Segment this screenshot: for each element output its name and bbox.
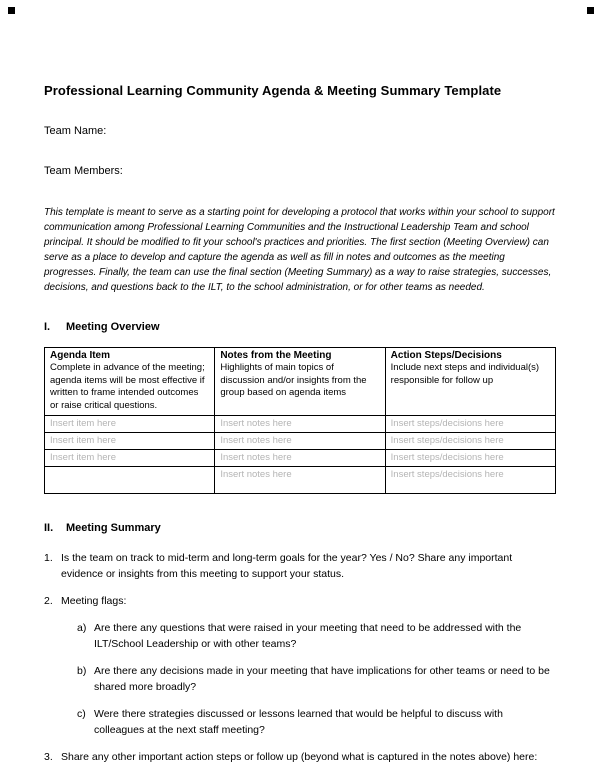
intro-paragraph: This template is meant to serve as a starting point for developing a protocol that works within your school to support communication among Professional Learning Communities and the Instructional Leadership Team and school principal. It should be modified to fit your school's practices and priorities. The first section (Meeting Overview) can serve as a place to develop and capture the agenda as well as fill in notes and outcomes as the meeting progresses. Finally, the team can use the final section (Meeting Summary) as a way to raise strategies, successes, decisions, and questions back to the ILT, to the school administration, or for other teams as needed. bbox=[44, 207, 555, 293]
table-row bbox=[45, 433, 556, 450]
section1-heading bbox=[44, 321, 556, 333]
action-steps-cell[interactable]: Insert steps/decisions here bbox=[385, 467, 555, 494]
list-item-marker: b) bbox=[77, 665, 87, 677]
agenda-item-cell[interactable]: Insert item here bbox=[45, 450, 215, 467]
list-item bbox=[44, 749, 556, 765]
crop-mark-top-left bbox=[8, 7, 15, 14]
notes-cell[interactable]: Insert notes here bbox=[215, 433, 385, 450]
header-agenda-item bbox=[45, 348, 215, 416]
list-item bbox=[44, 550, 556, 582]
notes-cell[interactable]: Insert notes here bbox=[215, 467, 385, 494]
notes-cell[interactable]: Insert notes here bbox=[215, 450, 385, 467]
agenda-item-cell[interactable] bbox=[45, 467, 215, 494]
header-action-steps bbox=[385, 348, 555, 416]
list-item-text: Is the team on track to mid-term and long-term goals for the year? Yes / No? Share any important evidence or insights from this meeting to support your status. bbox=[61, 552, 513, 580]
document-title: Professional Learning Community Agenda & Meeting Summary Template bbox=[44, 83, 502, 98]
notes-cell[interactable]: Insert notes here bbox=[215, 416, 385, 433]
list-item bbox=[44, 593, 556, 609]
action-steps-cell[interactable]: Insert steps/decisions here bbox=[385, 416, 555, 433]
list-item-marker: c) bbox=[77, 708, 86, 720]
section1-numeral: I. bbox=[44, 321, 51, 333]
agenda-item-cell[interactable]: Insert item here bbox=[45, 433, 215, 450]
action-steps-cell[interactable]: Insert steps/decisions here bbox=[385, 433, 555, 450]
team-name-label: Team Name: bbox=[44, 125, 107, 137]
list-item-marker: 2. bbox=[44, 595, 53, 607]
meeting-overview-table bbox=[44, 347, 556, 494]
team-members-label: Team Members: bbox=[44, 165, 123, 177]
list-item-text: Were there strategies discussed or lessons learned that would be helpful to discuss with colleagues at the next staff meeting? bbox=[94, 708, 503, 736]
list-item-text: Meeting flags: bbox=[61, 595, 127, 607]
section2-numeral: II. bbox=[44, 522, 54, 534]
section2-heading-text: Meeting Summary bbox=[66, 522, 161, 534]
header-agenda-item-desc: Complete in advance of the meeting; agenda items will be most effective if written to frame intended outcomes or raise critical questions. bbox=[50, 362, 205, 411]
table-header-row bbox=[45, 348, 556, 416]
list-item-text: Are there any decisions made in your meeting that have implications for other teams or need to be shared more broadly? bbox=[94, 665, 550, 693]
list-item-marker: 1. bbox=[44, 552, 53, 564]
meeting-flags-sublist bbox=[77, 620, 556, 738]
section2-heading bbox=[44, 522, 556, 534]
meeting-summary-list bbox=[44, 550, 556, 765]
table-row bbox=[45, 467, 556, 494]
list-item bbox=[77, 706, 556, 738]
list-item-text: Share any other important action steps or follow up (beyond what is captured in the notes above) here: bbox=[61, 751, 538, 763]
header-notes bbox=[215, 348, 385, 416]
table-row bbox=[45, 416, 556, 433]
list-item bbox=[77, 663, 556, 695]
crop-mark-top-right bbox=[587, 7, 594, 14]
table-row bbox=[45, 450, 556, 467]
header-notes-title: Notes from the Meeting bbox=[220, 350, 332, 361]
action-steps-cell[interactable]: Insert steps/decisions here bbox=[385, 450, 555, 467]
section1-heading-text: Meeting Overview bbox=[66, 321, 160, 333]
header-action-steps-desc: Include next steps and individual(s) responsible for follow up bbox=[390, 362, 540, 386]
agenda-item-cell[interactable]: Insert item here bbox=[45, 416, 215, 433]
list-item-text: Are there any questions that were raised in your meeting that need to be addressed with the ILT/School Leadership or with other teams? bbox=[94, 622, 522, 650]
header-action-steps-title: Action Steps/Decisions bbox=[390, 350, 502, 361]
header-agenda-item-title: Agenda Item bbox=[50, 350, 111, 361]
list-item bbox=[77, 620, 556, 652]
list-item-marker: 3. bbox=[44, 751, 53, 763]
header-notes-desc: Highlights of main topics of discussion and/or insights from the group based on agenda items bbox=[220, 362, 367, 398]
list-item-marker: a) bbox=[77, 622, 87, 634]
